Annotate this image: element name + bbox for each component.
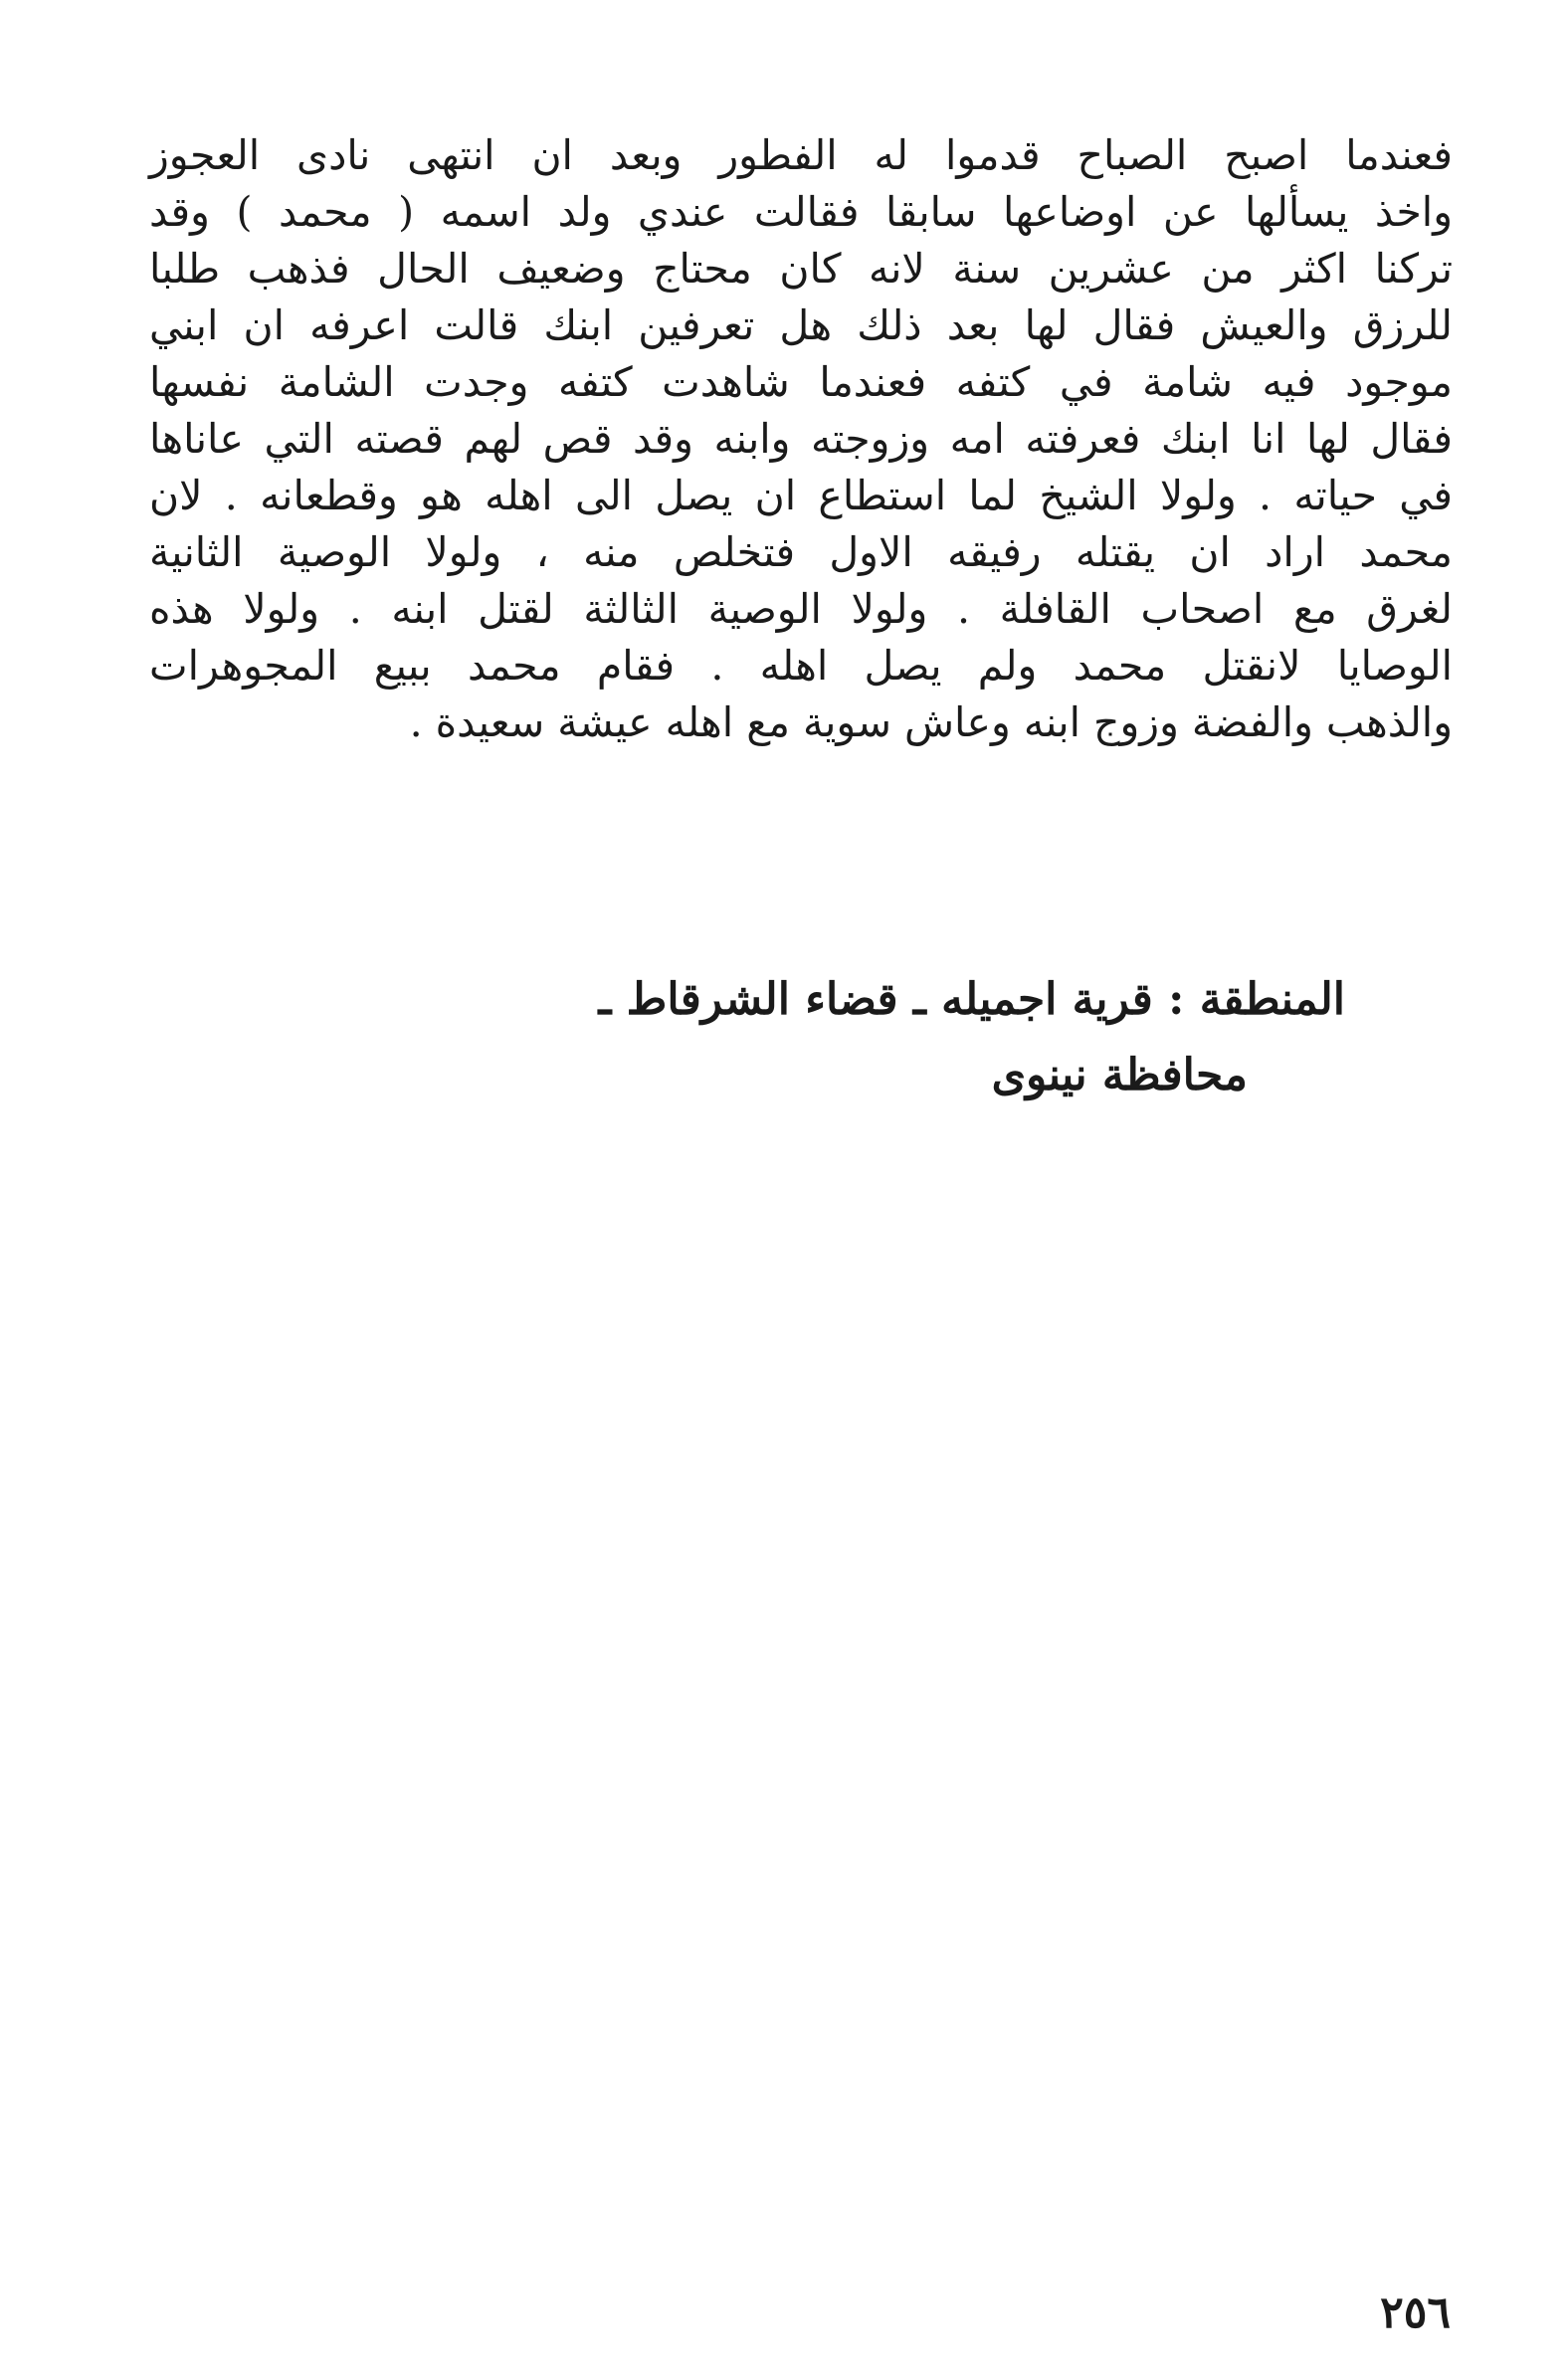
text-line: محمد اراد ان يقتله رفيقه الاول فتخلص منه ، ولولا الوصية الثانية [149,528,1453,576]
text-line: فقال لها انا ابنك فعرفته امه وزوجته وابنه وقد قص لهم قصته التي عاناها [149,415,1453,463]
text-line: في حياته . ولولا الشيخ لما استطاع ان يصل الى اهله هو وقطعانه . لان [149,472,1453,519]
text-line: تركنا اكثر من عشرين سنة لانه كان محتاج وضعيف الحال فذهب طلبا [149,245,1453,293]
page-number: ٢٥٦ [1380,2287,1451,2338]
region-source-note [450,965,1345,1110]
region-line: المنطقة : قرية اجميله ـ قضاء الشرقاط ـ [598,974,1345,1025]
text-line: موجود فيه شامة في كتفه فعندما شاهدت كتفه وجدت الشامة نفسها [149,358,1453,406]
text-line: الوصايا لانقتل محمد ولم يصل اهله . فقام محمد ببيع المجوهرات [149,642,1453,690]
text-line: للرزق والعيش فقال لها بعد ذلك هل تعرفين ابنك قالت اعرفه ان ابني [149,301,1453,349]
province-line: محافظة نينوى [991,1050,1248,1100]
text-line: فعندما اصبح الصباح قدموا له الفطور وبعد ان انتهى نادى العجوز [149,131,1453,179]
story-paragraph [149,127,1453,751]
text-line: واخذ يسألها عن اوضاعها سابقا فقالت عندي ولد اسمه ( محمد ) وقد [149,188,1453,236]
text-line: لغرق مع اصحاب القافلة . ولولا الوصية الثالثة لقتل ابنه . ولولا هذه [149,585,1453,633]
text-line: والذهب والفضة وزوج ابنه وعاش سوية مع اهله عيشة سعيدة . [409,698,1453,746]
